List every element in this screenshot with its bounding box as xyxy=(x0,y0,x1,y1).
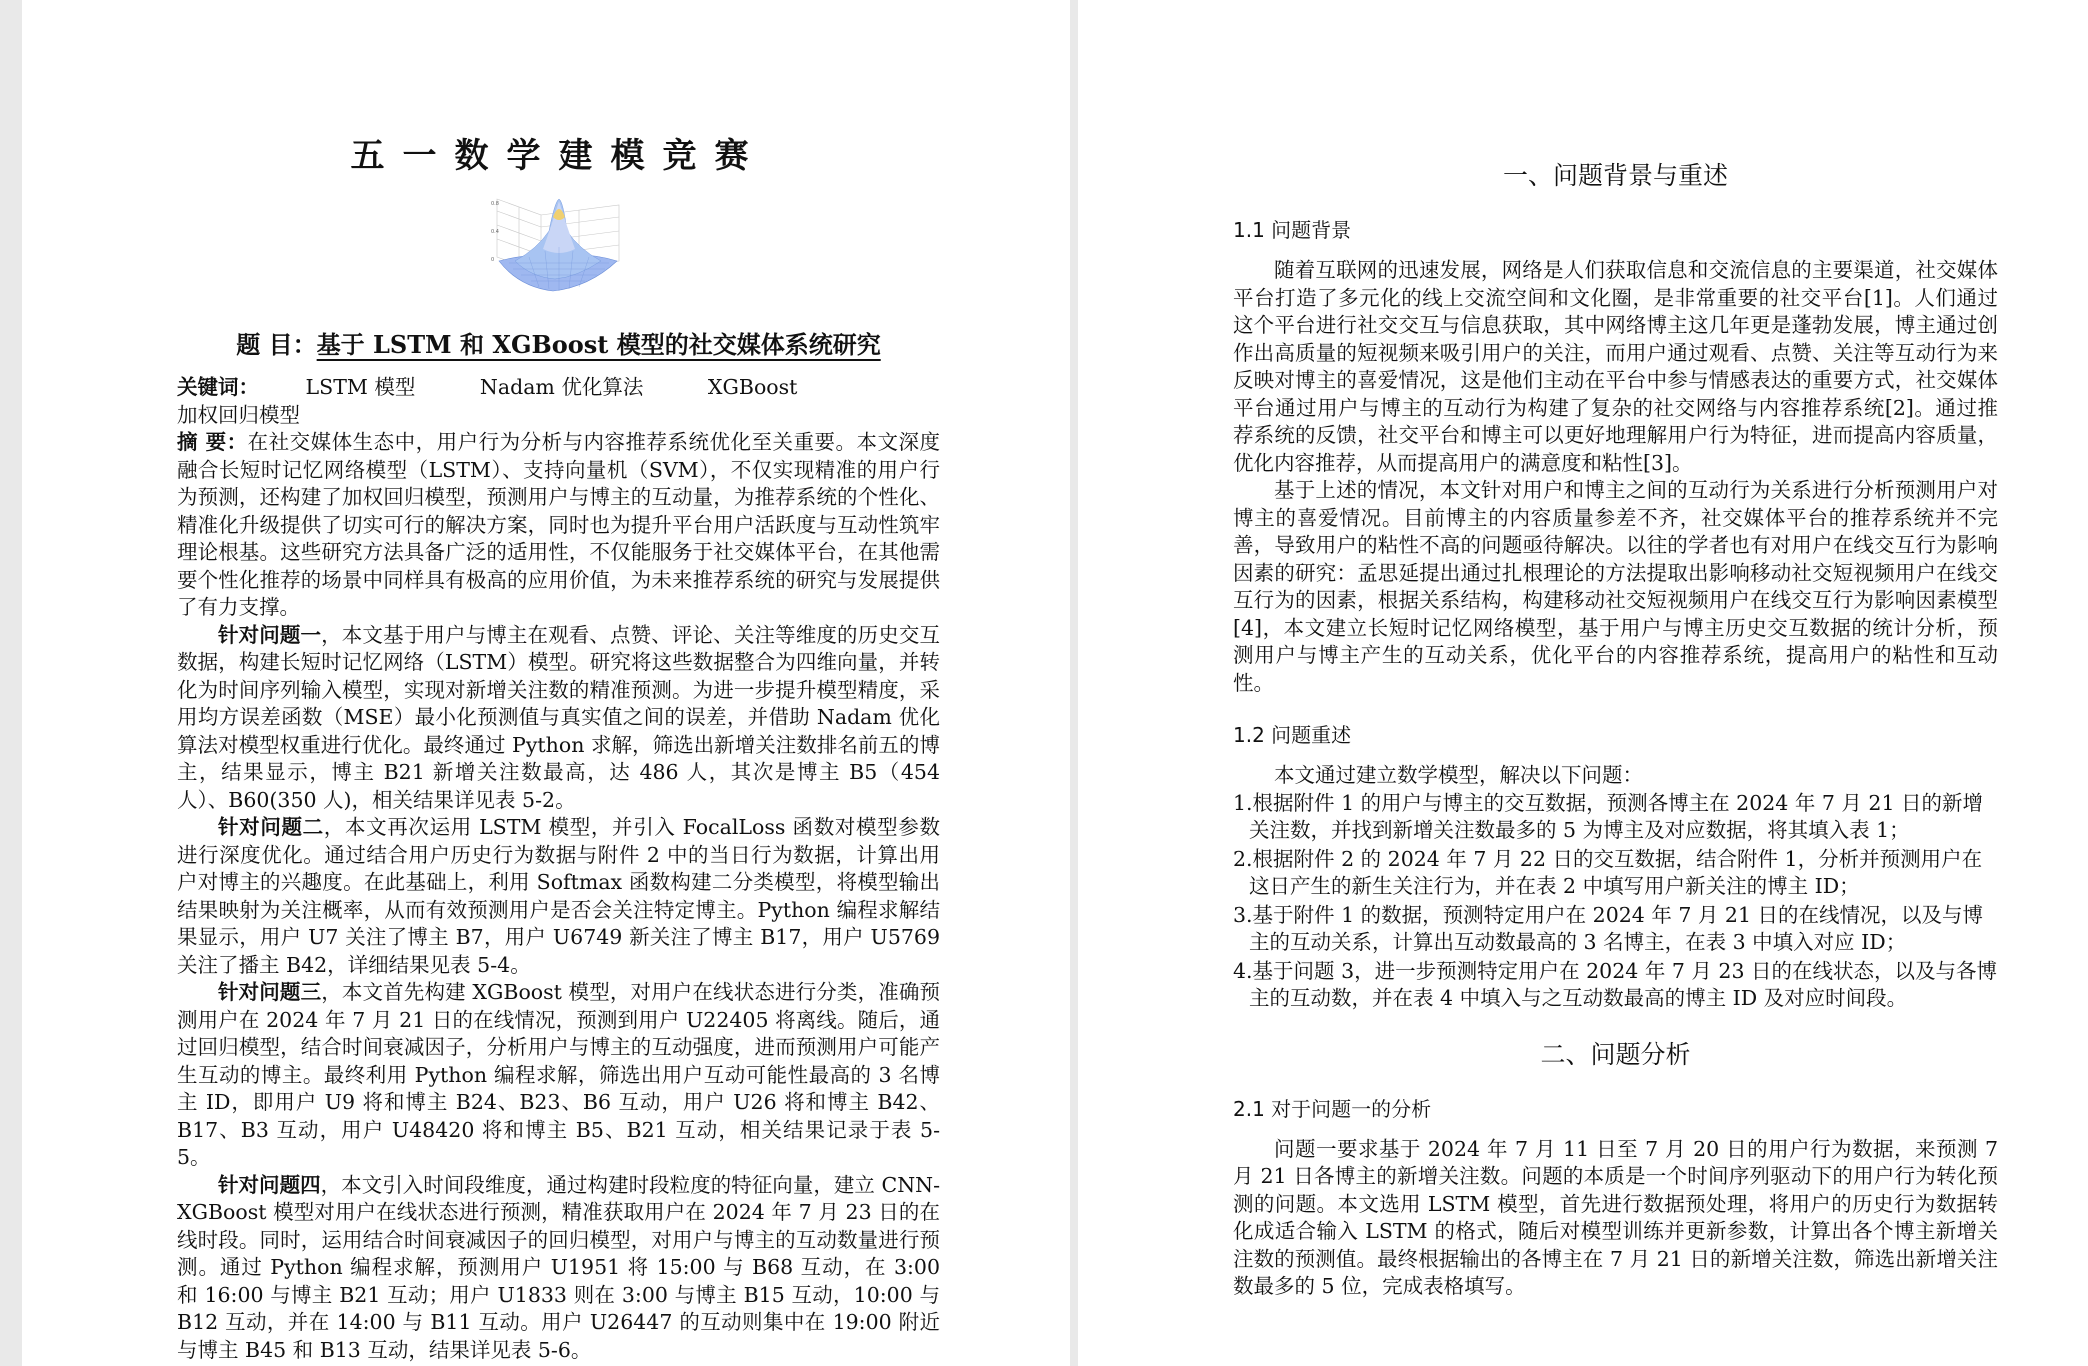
q2-label: 针对问题二 xyxy=(218,815,324,839)
keywords-label: 关键词： xyxy=(177,375,259,399)
svg-text:0.8: 0.8 xyxy=(490,201,499,207)
topic-line xyxy=(177,325,940,360)
svg-text:0: 0 xyxy=(490,257,494,263)
subsection-2-1-heading: 2.1 对于问题一的分析 xyxy=(1233,1096,1432,1121)
subsection-1-1-heading: 1.1 问题背景 xyxy=(1233,218,1352,242)
abstract-paragraph xyxy=(177,429,940,622)
keyword-item: 加权回归模型 xyxy=(177,402,300,427)
restatement-intro: 本文通过建立数学模型，解决以下问题： xyxy=(1274,763,1643,787)
q1-text: ，本文基于用户与博主在观看、点赞、评论、关注等维度的历史交互数据，构建长短时记忆网络（LSTM）模型。研究将这些数据整合为四维向量，并转化为时间序列输入模型，实现对新增关注数的精准预测。为进一步提升模型精度，采用均方误差函数（MSE）最小化预测值与真实值之间的误差，并借助 Nadam 优化算法对模型权重进行优化。最终通过 Python 求解，筛选出新增关注数排名前五的博主，结果显示，博主 B21 新增关注数最高，达 486 人，其次是博主 B5（454 人）、B60(350 人)，相关结果详见表 5-2。 xyxy=(177,622,941,812)
background-paragraph-2: 基于上述的情况，本文针对用户和博主之间的互动行为关系进行分析预测用户对博主的喜爱情况。目前博主的内容质量参差不齐，社交媒体平台的推荐系统并不完善，导致用户的粘性不高的问题亟待解决。以往的学者也有对用户在线交互行为影响因素的研究：孟思延提出通过扎根理论的方法提取出影响移动社交短视频用户在线交互行为的因素，根据关系结构，构建移动社交短视频用户在线交互行为影响因素模型[4]，本文建立长短时记忆网络模型，基于用户与博主历史交互数据的统计分析，预测用户与博主产生的互动关系，优化平台的内容推荐系统，提高用户的粘性和互动性。 xyxy=(1233,478,1998,695)
abstract-label: 摘 要： xyxy=(177,430,248,454)
section-1-heading: 一、问题背景与重述 xyxy=(1502,161,1728,190)
topic-label: 题 目： xyxy=(236,330,317,359)
q1-paragraph xyxy=(177,622,940,815)
analysis-paragraph: 问题一要求基于 2024 年 7 月 11 日至 7 月 20 日的用户行为数据，来预测 7 月 21 日各博主的新增关注数。问题的本质是一个时间序列驱动下的用户行为转化预测的问题。本文选用 LSTM 模型，首先进行数据预处理，将用户的历史行为数据转化成适合输入 LSTM 的格式，随后对模型训练并更新参数，计算出各个博主新增关注数的预测值。最终根据输出的各博主在 7 月 21 日的新增关注数，筛选出新增关注数最多的 5 位，完成表格填写。 xyxy=(1233,1136,1998,1298)
background-paragraph-1: 随着互联网的迅速发展，网络是人们获取信息和交流信息的主要渠道，社交媒体平台打造了多元化的线上交流空间和文化圈，是非常重要的社交平台[1]。人们通过这个平台进行社交交互与信息获取，其中网络博主这几年更是蓬勃发展，博主通过创作出高质量的短视频来吸引用户的关注，而用户通过观看、点赞、关注等互动行为来反映对博主的喜爱情况，这是他们主动在平台中参与情感表达的重要方式，社交媒体平台通过用户与博主的互动行为构建了复杂的社交网络与内容推荐系统[2]。通过推荐系统的反馈，社交平台和博主可以更好地理解用户行为特征，进而提高内容质量，优化内容推荐，从而提高用户的满意度和粘性[3]。 xyxy=(1233,258,1998,475)
keyword-item: XGBoost xyxy=(707,375,798,399)
q1-label: 针对问题一 xyxy=(218,622,322,647)
svg-text:0.4: 0.4 xyxy=(490,229,499,235)
left-page xyxy=(22,0,1070,1366)
restatement-item: 1.根据附件 1 的用户与博主的交互数据，预测各博主在 2024 年 7 月 21 日的新增关注数，并找到新增关注数最多的 5 为博主及对应数据，将其填入表 1； xyxy=(1233,790,1984,842)
surface-plot-image xyxy=(489,191,629,303)
surface-plot-logo xyxy=(177,191,940,303)
q2-text: ，本文再次运用 LSTM 模型，并引入 FocalLoss 函数对模型参数进行深度优化。通过结合用户历史行为数据与附件 2 中的当日行为数据，计算出用户对博主的兴趣度。在此基础上，利用 Softmax 函数构建二分类模型，将模型输出结果映射为关注概率，从而有效预测用户是否会关注特定博主。Python 编程求解结果显示，用户 U7 关注了博主 B7，用户 U6749 新关注了博主 B17，用户 U5769 关注了播主 B42，详细结果见表 5-4。 xyxy=(177,815,941,977)
restatement-item: 4.基于问题 3，进一步预测特定用户在 2024 年 7 月 23 日的在线状态，以及与各博主的互动数，并在表 4 中填入与之互动数最高的博主 ID 及对应时间段。 xyxy=(1233,958,1998,1010)
subsection-1-2-heading: 1.2 问题重述 xyxy=(1233,723,1352,747)
topic-title: 基于 LSTM 和 XGBoost 模型的社交媒体系统研究 xyxy=(316,330,881,359)
q3-paragraph xyxy=(177,979,940,1172)
abstract-text: 在社交媒体生态中，用户行为分析与内容推荐系统优化至关重要。本文深度融合长短时记忆网络模型（LSTM）、支持向量机（SVM），不仅实现精准的用户行为预测，还构建了加权回归模型，预测用户与博主的互动量，为推荐系统的个性化、精准化升级提供了切实可行的解决方案，同时也为提升平台用户活跃度与互动性筑牢理论根基。这些研究方法具备广泛的适用性，不仅能服务于社交媒体平台，在其他需要个性化推荐的场景中同样具有极高的应用价值，为未来推荐系统的研究与发展提供了有力支撑。 xyxy=(177,430,940,619)
q2-paragraph xyxy=(177,814,940,979)
competition-title: 五一数学建模竞赛 xyxy=(350,136,767,176)
right-page xyxy=(1078,0,2088,1366)
q3-label: 针对问题三 xyxy=(218,980,322,1004)
keyword-item: LSTM 模型 xyxy=(305,375,416,399)
q4-text: ，本文引入时间段维度，通过构建时段粒度的特征向量，建立 CNN-XGBoost 模型对用户在线状态进行预测，精准获取用户在 2024 年 7 月 23 日的在线时段。同时，运用结合时间衰减因子的回归模型，对用户与博主的互动数量进行预测。通过 Python 编程求解，预测用户 U1951 将 15:00 与 B68 互动，在 3:00 和 16:00 与博主 B21 互动；用户 U1833 则在 3:00 与博主 B15 互动，10:00 与 B12 互动，并在 14:00 与 B11 互动。用户 U26447 的互动则集中在 19:00 附近与博主 B45 和 B13 互动，结果详见表 5-6。 xyxy=(177,1172,940,1362)
q4-paragraph xyxy=(177,1172,940,1365)
restatement-item: 3.基于附件 1 的数据，预测特定用户在 2024 年 7 月 21 日的在线情况，以及与博主的互动关系，计算出互动数最高的 3 名博主，在表 3 中填入对应 ID； xyxy=(1233,902,1984,954)
restatement-item: 2.根据附件 2 的 2024 年 7 月 22 日的交互数据，结合附件 1，分析并预测用户在这日产生的新生关注行为，并在表 2 中填写用户新关注的博主 ID； xyxy=(1233,846,1983,898)
q3-text: ，本文首先构建 XGBoost 模型，对用户在线状态进行分类，准确预测用户在 2024 年 7 月 21 日的在线情况，预测到用户 U22405 将离线。随后，通过回归模型，结合时间衰减因子，分析用户与博主的互动强度，进而预测用户可能产生互动的博主。最终利用 Python 编程求解，筛选出用户互动可能性最高的 3 名博主 ID，即用户 U9 将和博主 B24、B23、B6 互动，用户 U26 将和博主 B42、B17、B3 互动，用户 U48420 将和博主 B5、B21 互动，相关结果记录于表 5-5。 xyxy=(177,980,941,1169)
keywords-line xyxy=(177,374,940,429)
section-2-heading: 二、问题分析 xyxy=(1540,1039,1691,1069)
keyword-item: Nadam 优化算法 xyxy=(479,375,644,399)
q4-label: 针对问题四 xyxy=(218,1172,321,1197)
